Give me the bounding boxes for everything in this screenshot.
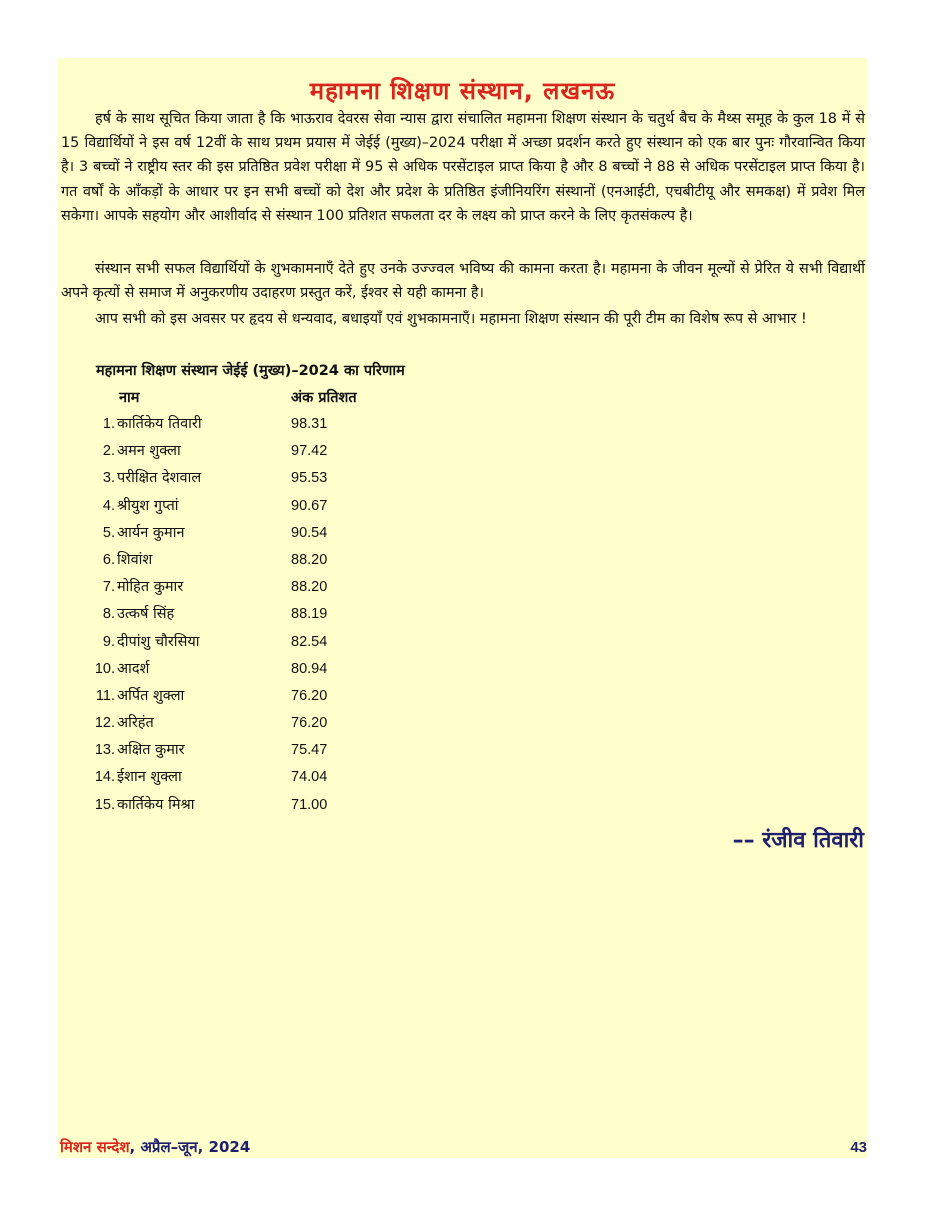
- paragraph-wishes: संस्थान सभी सफल विद्यार्थियों के शुभकामनाएँ देते हुए उनके उज्ज्वल भविष्य की कामना करता है। महामना के जीवन मूल्यों से प्रेरित ये सभी विद्यार्थी अपने कृत्यों से समाज में अनुकरणीय उदाहरण प्रस्तुत करें, ईश्वर से यही कामना है।: [61, 261, 865, 302]
- result-name: कार्तिकेय तिवारी: [117, 416, 202, 432]
- result-rank: 9.: [102, 633, 115, 650]
- result-row: [58, 794, 458, 821]
- result-name: कार्तिकेय मिश्रा: [117, 796, 195, 813]
- result-rank: 14.: [94, 769, 115, 786]
- result-row: [58, 413, 458, 440]
- result-score: 88.20: [291, 551, 328, 568]
- result-rank: 11.: [95, 687, 115, 704]
- result-score: 90.54: [291, 524, 328, 541]
- article-title: महामना शिक्षण संस्थान, लखनऊ: [309, 77, 616, 105]
- result-name: उत्कर्ष सिंह: [117, 606, 175, 623]
- result-score: 76.20: [291, 687, 328, 704]
- result-row: [58, 549, 458, 576]
- result-score: 95.53: [291, 470, 328, 487]
- result-name: परीक्षित देशवाल: [117, 470, 202, 487]
- result-rank: 2.: [102, 443, 115, 460]
- result-name: अर्पित शुक्ला: [117, 687, 185, 704]
- result-score: 71.00: [291, 796, 328, 813]
- footer-publication: [60, 1137, 250, 1157]
- paragraph-announcement: हर्ष के साथ सूचित किया जाता है कि भाऊराव देवरस सेवा न्यास द्वारा संचालित महामना शिक्षण संस्थान के चतुर्थ बैच के मैथ्स समूह के कुल 18 में से 15 विद्यार्थियों ने इस वर्ष 12वीं के साथ प्रथम प्रयास में जेईई (मुख्य)–2024 परीक्षा में अच्छा प्रदर्शन करते हुए संस्थान को एक बार पुनः गौरवान्वित किया है। 3 बच्चों ने राष्ट्रीय स्तर की इस प्रतिष्ठित प्रवेश परीक्षा में 95 से अधिक परसेंटाइल प्राप्त किया है और 8 बच्चों ने 88 से अधिक परसेंटाइल प्राप्त किया है। गत वर्षों के आँकड़ों के आधार पर इन सभी बच्चों को देश और प्रदेश के प्रतिष्ठित इंजीनियरिंग संस्थानों (एनआईटी, एचबीटीयू और समकक्ष) में प्रवेश मिल सकेगा। आपके सहयोग और आशीर्वाद से संस्थान 100 प्रतिशत सफलता दर के लक्ष्य को प्राप्त करने के लिए कृतसंकल्प है।: [61, 111, 865, 224]
- result-rank: 8.: [102, 606, 115, 623]
- result-rank: 1.: [102, 416, 115, 432]
- result-score: 98.31: [291, 416, 328, 432]
- result-row: [58, 603, 458, 630]
- result-name: अरिहंत: [117, 715, 154, 732]
- result-score: 97.42: [291, 443, 328, 460]
- result-row: [58, 631, 458, 658]
- result-score: 74.04: [291, 769, 328, 786]
- result-name: आर्यन कुमान: [117, 524, 185, 541]
- result-score: 76.20: [291, 715, 328, 732]
- result-name: अमन शुक्ला: [117, 443, 181, 460]
- result-rank: 10.: [94, 660, 115, 677]
- result-score: 88.19: [291, 606, 328, 623]
- result-rank: 12.: [94, 715, 115, 732]
- result-row: [58, 522, 458, 549]
- result-row: [58, 576, 458, 603]
- results-list: [58, 413, 458, 821]
- result-score: 80.94: [291, 660, 328, 677]
- paragraph-thanks: आप सभी को इस अवसर पर हृदय से धन्यवाद, बधाइयाँ एवं शुभकामनाएँ। महामना शिक्षण संस्थान की पूरी टीम का विशेष रूप से आभार !: [95, 311, 807, 327]
- result-rank: 3.: [102, 470, 115, 487]
- column-header-score: अंक प्रतिशत: [291, 390, 357, 406]
- result-row: [58, 495, 458, 522]
- result-name: शिवांश: [117, 551, 153, 568]
- signature: –– रंजीव तिवारी: [732, 828, 864, 853]
- result-row: [58, 766, 458, 793]
- result-rank: 5.: [102, 524, 115, 541]
- result-name: श्रीयुश गुप्तां: [117, 497, 179, 514]
- result-name: आदर्श: [117, 660, 150, 677]
- page-number: 43: [850, 1139, 867, 1156]
- result-row: [58, 685, 458, 712]
- result-name: दीपांशु चौरसिया: [117, 633, 200, 650]
- result-rank: 13.: [94, 742, 115, 759]
- result-rank: 4.: [102, 497, 115, 514]
- article-panel: [58, 58, 867, 1158]
- result-rank: 15.: [94, 796, 115, 813]
- result-row: [58, 467, 458, 494]
- result-score: 88.20: [291, 579, 328, 596]
- result-score: 82.54: [291, 633, 328, 650]
- column-header-name: नाम: [119, 390, 140, 406]
- result-score: 90.67: [291, 497, 328, 514]
- result-name: अक्षित कुमार: [117, 742, 185, 759]
- footer-magazine-name: मिशन सन्देश: [60, 1138, 130, 1156]
- result-row: [58, 739, 458, 766]
- result-row: [58, 712, 458, 739]
- results-heading: महामना शिक्षण संस्थान जेईई (मुख्य)–2024 का परिणाम: [96, 363, 405, 379]
- result-score: 75.47: [291, 742, 328, 759]
- result-rank: 6.: [102, 551, 115, 568]
- result-row: [58, 440, 458, 467]
- result-row: [58, 658, 458, 685]
- footer-issue: , अप्रैल–जून, 2024: [129, 1138, 251, 1156]
- result-name: मोहित कुमार: [117, 579, 184, 596]
- result-rank: 7.: [102, 579, 115, 596]
- result-name: ईशान शुक्ला: [117, 769, 182, 786]
